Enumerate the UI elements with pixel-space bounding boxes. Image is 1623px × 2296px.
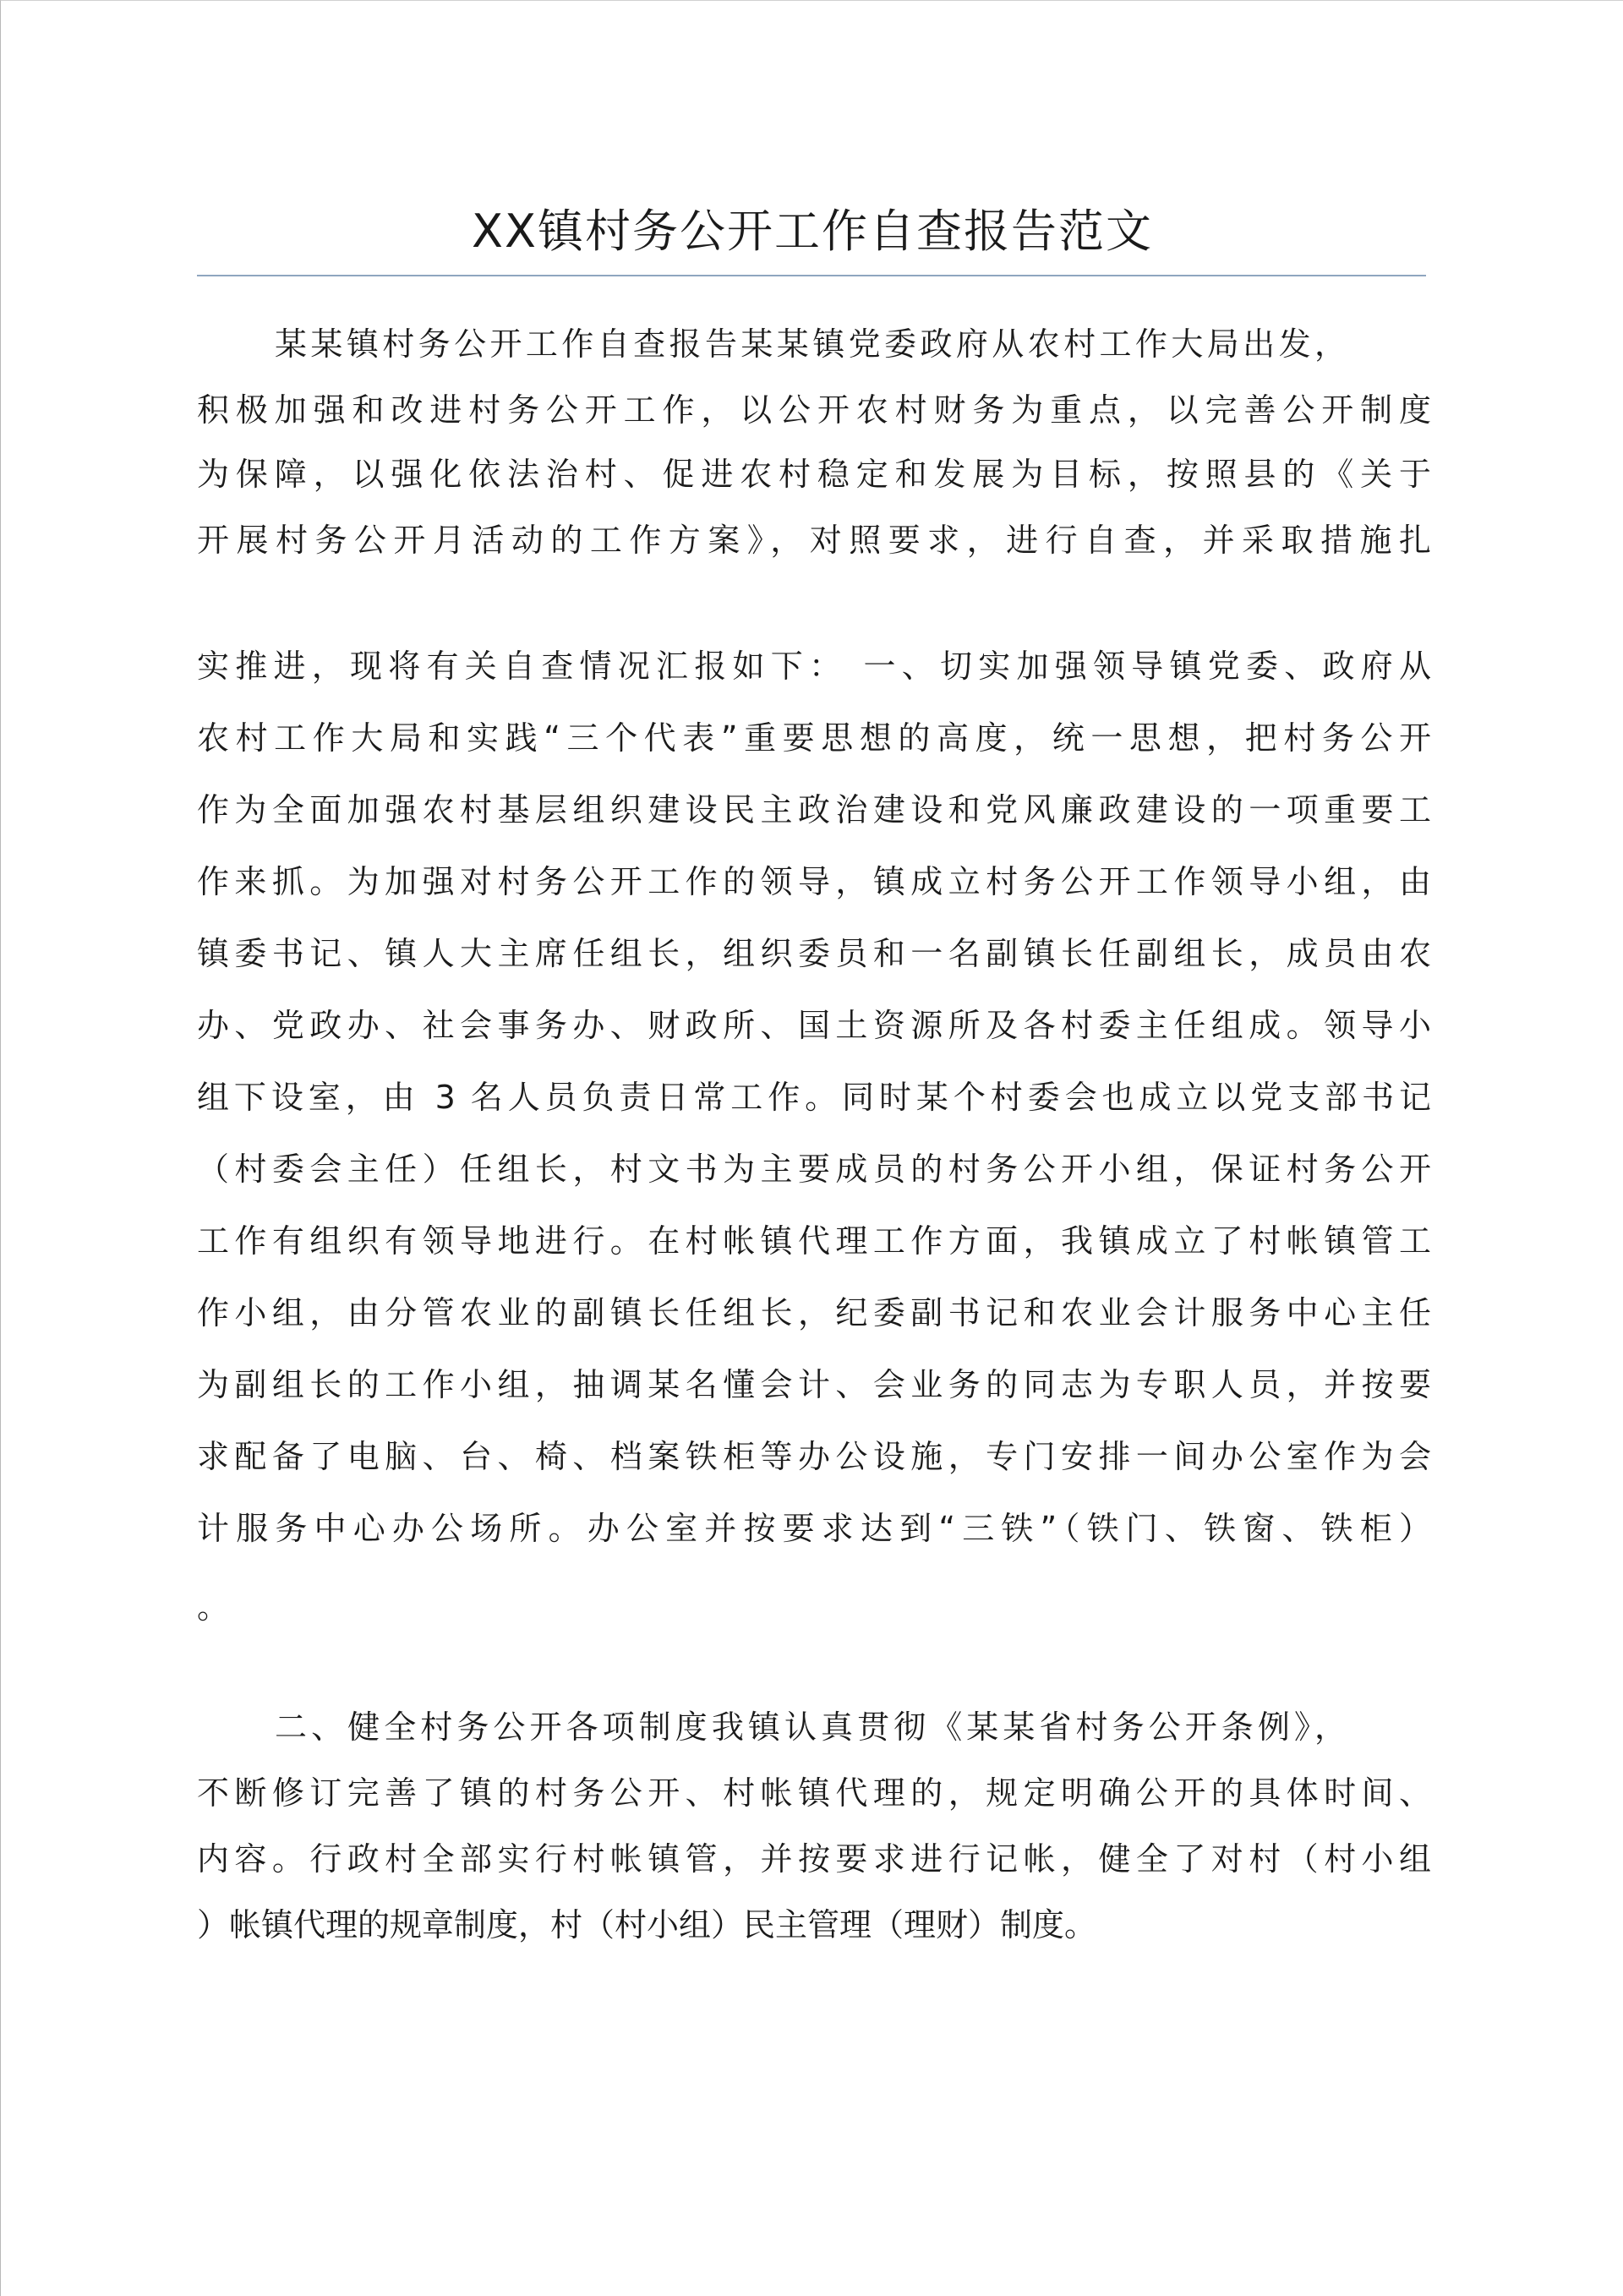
paragraph-line: 求配备了电脑、台、椅、档案铁柜等办公设施，专门安排一间办公室作为会	[197, 1438, 1431, 1475]
paragraph-line: 作为全面加强农村基层组织建设民主政治建设和党风廉政建设的一项重要工	[197, 791, 1431, 828]
paragraph-line: 组下设室，由 3 名人员负责日常工作。同时某个村委会也成立以党支部书记	[197, 1079, 1431, 1116]
paragraph-line: （村委会主任）任组长，村文书为主要成员的村务公开小组，保证村务公开	[197, 1151, 1431, 1188]
paragraph-line: 作小组，由分管农业的副镇长任组长，纪委副书记和农业会计服务中心主任	[197, 1294, 1431, 1331]
paragraph-line: 实推进，现将有关自查情况汇报如下： 一、切实加强领导镇党委、政府从	[197, 648, 1431, 685]
paragraph-line: 计服务中心办公场所。办公室并按要求达到“三铁”（铁门、铁窗、铁柜）	[197, 1510, 1431, 1547]
paragraph-line: 农村工作大局和实践“三个代表”重要思想的高度，统一思想，把村务公开	[197, 719, 1431, 757]
paragraph-line: 。	[197, 1588, 230, 1626]
document-title: XX镇村务公开工作自查报告范文	[472, 205, 1153, 258]
paragraph-line: 办、党政办、社会事务办、财政所、国土资源所及各村委主任组成。领导小	[197, 1007, 1431, 1044]
paragraph-line: 镇委书记、镇人大主席任组长，组织委员和一名副镇长任副组长，成员由农	[197, 935, 1431, 972]
title-underline	[197, 275, 1426, 276]
paragraph-line: 工作有组织有领导地进行。在村帐镇代理工作方面，我镇成立了村帐镇管工	[197, 1222, 1431, 1260]
paragraph-line: 积极加强和改进村务公开工作，以公开农村财务为重点，以完善公开制度	[197, 391, 1431, 429]
paragraph-line: 二、健全村务公开各项制度我镇认真贯彻《某某省村务公开条例》，	[275, 1708, 1347, 1746]
paragraph-line: ）帐镇代理的规章制度，村（村小组）民主管理（理财）制度。	[197, 1906, 1097, 1943]
paragraph-line: 为保障，以强化依法治村、促进农村稳定和发展为目标，按照县的《关于	[197, 456, 1431, 493]
paragraph-line: 内容。行政村全部实行村帐镇管，并按要求进行记帐，健全了对村（村小组	[197, 1840, 1431, 1878]
paragraph-line: 不断修订完善了镇的村务公开、村帐镇代理的，规定明确公开的具体时间、	[197, 1774, 1431, 1812]
paragraph-line: 为副组长的工作小组，抽调某名懂会计、会业务的同志为专职人员，并按要	[197, 1366, 1431, 1403]
paragraph-line: 作来抓。为加强对村务公开工作的领导，镇成立村务公开工作领导小组，由	[197, 863, 1431, 900]
paragraph-line: 某某镇村务公开工作自查报告某某镇党委政府从农村工作大局出发，	[275, 325, 1347, 363]
paragraph-line: 开展村务公开月活动的工作方案》，对照要求，进行自查，并采取措施扎	[197, 522, 1431, 559]
